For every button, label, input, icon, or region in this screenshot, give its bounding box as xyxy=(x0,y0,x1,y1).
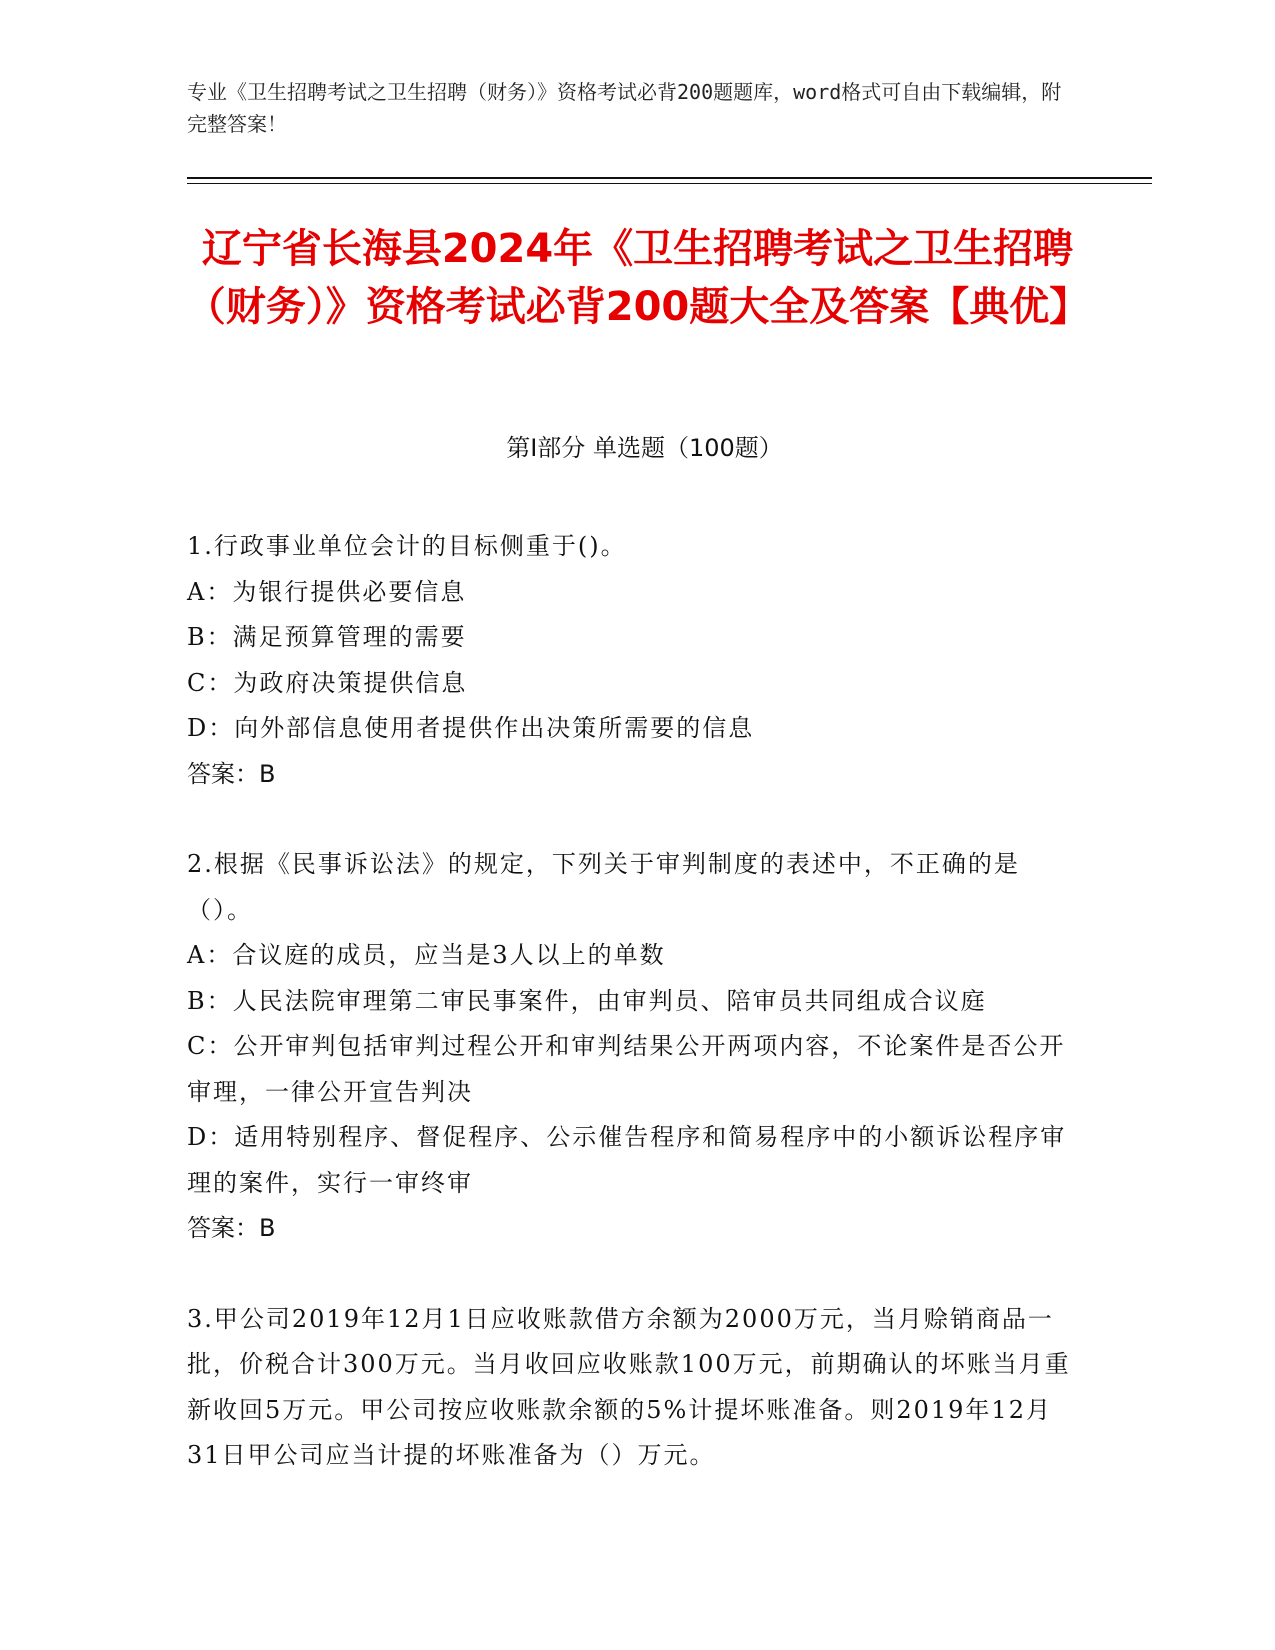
document-title: 辽宁省长海县2024年《卫生招聘考试之卫生招聘（财务）》资格考试必背200题大全及答案【典优】 xyxy=(185,226,1090,330)
question-stem: 2.根据《民事诉讼法》的规定，下列关于审判制度的表述中，不正确的是（）。 xyxy=(187,850,1020,924)
question-2 xyxy=(187,842,1072,1252)
question-1 xyxy=(187,524,1072,797)
option-a: A：为银行提供必要信息 xyxy=(187,577,467,606)
header-divider-thick xyxy=(187,177,1152,179)
question-stem: 3.甲公司2019年12月1日应收账款借方余额为2000万元，当月赊销商品一批，价税合计300万元。当月收回应收账款100万元，前期确认的坏账当月重新收回5万元。甲公司按应收账款余额的5%计提坏账准备。则2019年12月31日甲公司应当计提的坏账准备为（）万元。 xyxy=(187,1304,1071,1469)
option-d: D：向外部信息使用者提供作出决策所需要的信息 xyxy=(187,714,755,742)
answer: 答案：B xyxy=(187,1214,276,1242)
question-stem: 1.行政事业单位会计的目标侧重于()。 xyxy=(187,532,627,560)
option-a: A：合议庭的成员，应当是3人以上的单数 xyxy=(187,941,666,969)
answer: 答案：B xyxy=(187,759,276,788)
option-b: B：满足预算管理的需要 xyxy=(187,623,467,651)
option-c: C：为政府决策提供信息 xyxy=(187,668,468,697)
option-b: B：人民法院审理第二审民事案件，由审判员、陪审员共同组成合议庭 xyxy=(187,986,987,1015)
section-heading: 第I部分 单选题（100题） xyxy=(506,434,783,462)
question-list xyxy=(187,524,1072,1524)
question-3 xyxy=(187,1297,1072,1479)
option-c: C：公开审判包括审判过程公开和审判结果公开两项内容，不论案件是否公开审理，一律公开宣告判决 xyxy=(187,1032,1066,1106)
header-divider-thin xyxy=(187,183,1152,184)
option-d: D：适用特别程序、督促程序、公示催告程序和简易程序中的小额诉讼程序审理的案件，实行一审终审 xyxy=(187,1123,1067,1197)
header-note: 专业《卫生招聘考试之卫生招聘（财务）》资格考试必背200题题库，word格式可自由下载编辑，附完整答案！ xyxy=(187,80,1062,136)
